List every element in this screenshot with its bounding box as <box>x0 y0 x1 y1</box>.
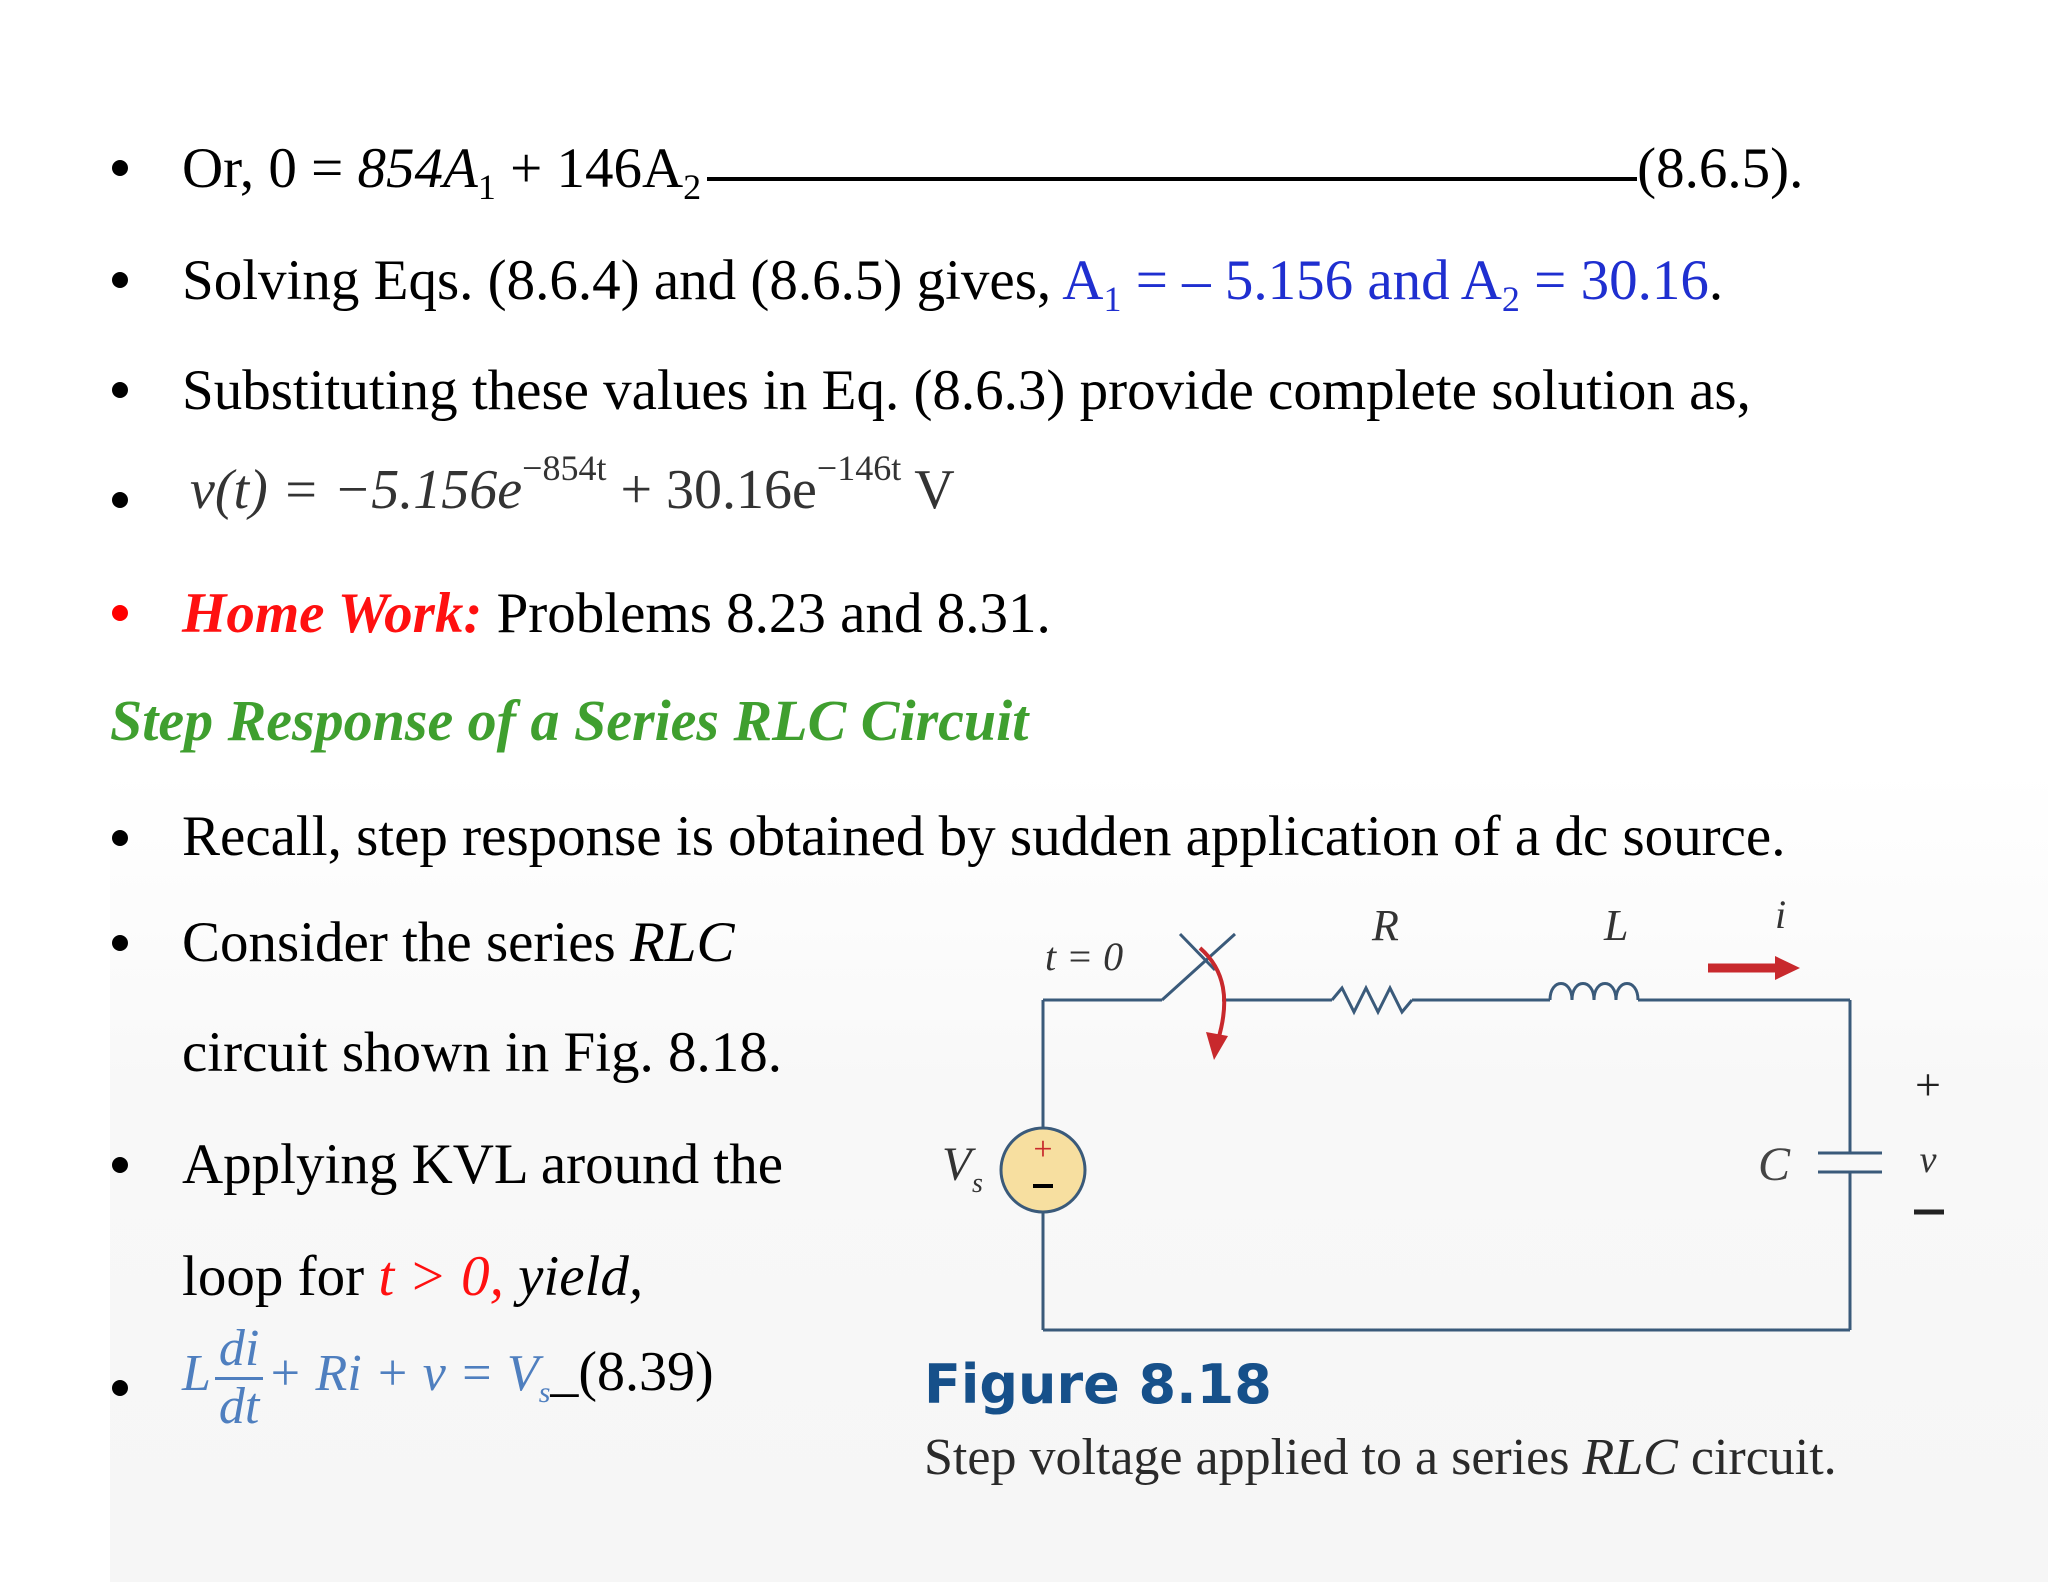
kvl-line-1: Applying KVL around the <box>182 1133 784 1196</box>
bullet-dot <box>112 160 128 176</box>
rlc-circuit-diagram <box>900 890 2000 1340</box>
consider-line-2: circuit shown in Fig. 8.18. <box>182 1021 783 1084</box>
kvl-line-2: loop for t > 0, yield, <box>182 1245 644 1308</box>
source-label: V <box>942 1138 972 1191</box>
bullet-dot <box>112 492 128 508</box>
current-label: i <box>1775 892 1787 937</box>
section-heading: Step Response of a Series RLC Circuit <box>110 688 1029 753</box>
equation-8-6-5: Or, $0 = 854A_1 + 146A_2$ (8.6.5). <box>182 137 1804 207</box>
kvl-equation: L $\frac{di}{dt}$ + $Ri + v = V_s\_(8.39)$ <box>182 1320 714 1435</box>
consider-line-1: Consider the series RLC <box>182 911 735 974</box>
bullet-dot <box>112 272 128 288</box>
inductor-label: L <box>1604 901 1629 950</box>
switch-arrowhead <box>1206 1032 1228 1060</box>
resistor-symbol <box>1332 988 1412 1012</box>
resistor-label: R <box>1372 901 1399 950</box>
source-plus: + <box>1033 1131 1053 1168</box>
solution-equation: $v(t) = -5.156e^{-854t} + 30.16e^{-146t}$ V <box>190 448 955 521</box>
bullet-dot <box>112 382 128 398</box>
figure-caption: Step voltage applied to a series RLC circuit. <box>924 1429 1837 1486</box>
bullet-dot <box>112 1157 128 1173</box>
voltage-label: v <box>1919 1139 1937 1181</box>
substituting-line: Substituting these values in Eq. (8.6.3) provide complete solution as, <box>182 359 1751 422</box>
bullet-dot <box>112 935 128 951</box>
voltage-plus: + <box>1915 1059 1941 1110</box>
bullet-dot <box>112 605 128 621</box>
figure-title: Figure 8.18 <box>924 1353 1272 1416</box>
fill-rule <box>707 177 1637 181</box>
switch-label: t = 0 <box>1045 934 1124 979</box>
source-subscript: s <box>972 1168 983 1199</box>
recall-line: Recall, step response is obtained by sudden application of a dc source. <box>182 805 1786 868</box>
bullet-dot <box>112 830 128 846</box>
homework-line: Home Work: Problems 8.23 and 8.31. <box>182 582 1051 645</box>
capacitor-label: C <box>1758 1138 1791 1191</box>
solving-line: Solving Eqs. (8.6.4) and (8.6.5) gives, $A_1$ = – 5.156 and $A_2 = 30.16$. <box>182 249 1724 319</box>
inductor-symbol <box>1550 984 1638 1001</box>
bullet-dot <box>112 1380 128 1396</box>
